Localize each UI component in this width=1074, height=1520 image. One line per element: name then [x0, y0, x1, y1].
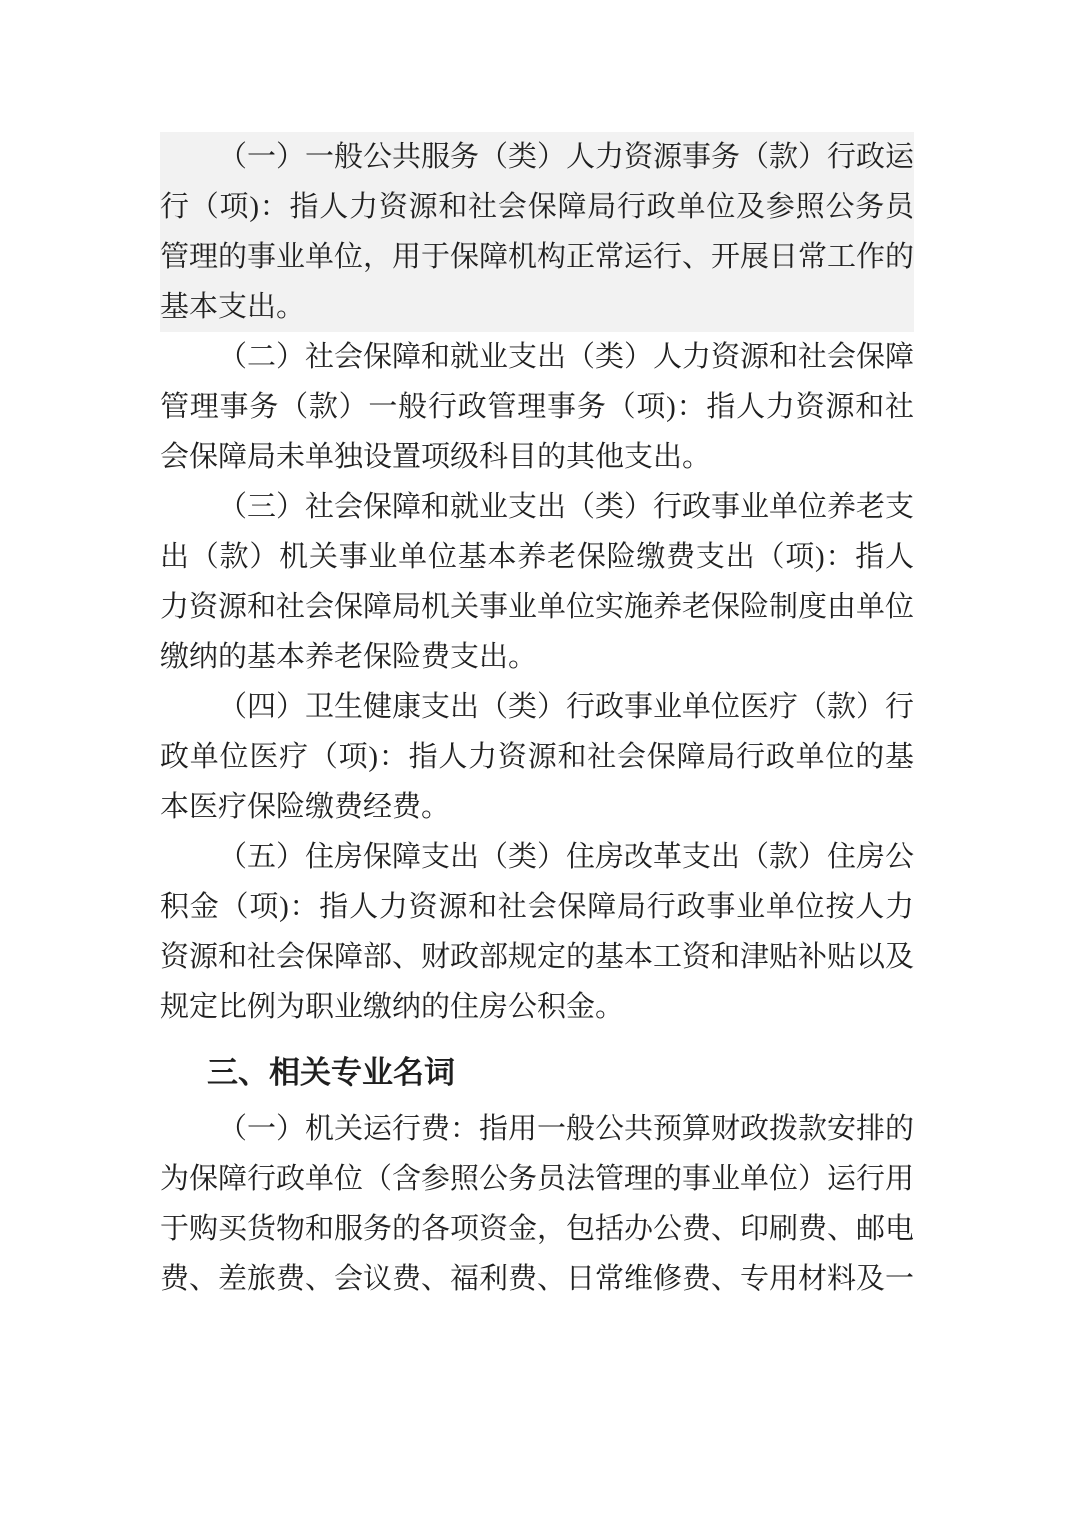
paragraph-budget-item-1: （一）一般公共服务（类）人力资源事务（款）行政运行（项)：指人力资源和社会保障局行政单位及参照公务员管理的事业单位，用于保障机构正常运行、开展日常工作的基本支出。: [160, 132, 914, 332]
paragraph-budget-item-5: （五）住房保障支出（类）住房改革支出（款）住房公积金（项)：指人力资源和社会保障局行政事业单位按人力资源和社会保障部、财政部规定的基本工资和津贴补贴以及规定比例为职业缴纳的住房公积金。: [160, 841, 915, 1023]
document-content: [160, 132, 914, 1304]
paragraph-budget-item-2: （二）社会保障和就业支出（类）人力资源和社会保障管理事务（款）一般行政管理事务（项)：指人力资源和社会保障局未单独设置项级科目的其他支出。: [160, 341, 915, 473]
paragraph-budget-item-3: （三）社会保障和就业支出（类）行政事业单位养老支出（款）机关事业单位基本养老保险缴费支出（项)：指人力资源和社会保障局机关事业单位实施养老保险制度由单位缴纳的基本养老保险费支出。: [160, 491, 915, 673]
section-heading-related-terms: 三、相关专业名词: [207, 1055, 455, 1090]
paragraph-term-definition-1: （一）机关运行费：指用一般公共预算财政拨款安排的为保障行政单位（含参照公务员法管理的事业单位）运行用于购买货物和服务的各项资金，包括办公费、印刷费、邮电费、差旅费、会议费、福利费、日常维修费、专用材料及一: [160, 1113, 915, 1295]
paragraph-budget-item-4: （四）卫生健康支出（类）行政事业单位医疗（款）行政单位医疗（项)：指人力资源和社会保障局行政单位的基本医疗保险缴费经费。: [160, 691, 915, 823]
